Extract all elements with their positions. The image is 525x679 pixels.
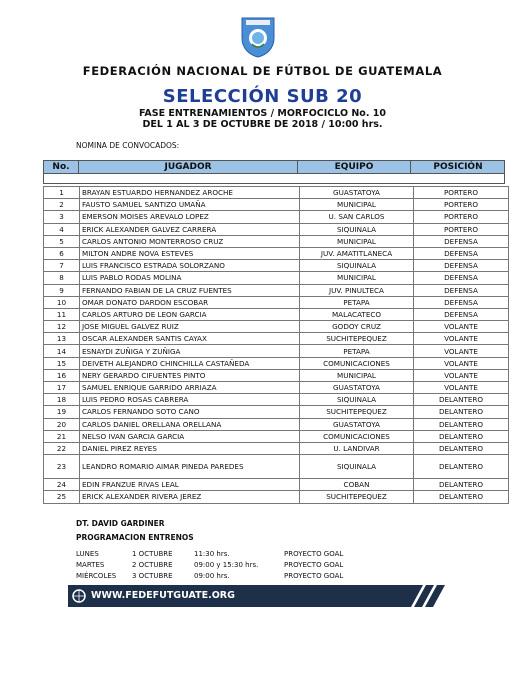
player-position: PORTERO: [414, 223, 509, 235]
row-number: 12: [44, 321, 80, 333]
page-title: SELECCIÓN SUB 20: [162, 86, 363, 107]
row-number: 16: [44, 369, 80, 381]
player-name: CARLOS FERNANDO SOTO CANO: [80, 406, 300, 418]
player-name: JOSE MIGUEL GALVEZ RUIZ: [80, 321, 300, 333]
player-position: PORTERO: [414, 211, 509, 223]
player-name: ERICK ALEXANDER GALVEZ CARRERA: [80, 223, 300, 235]
schedule-place: PROYECTO GOAL: [284, 550, 344, 558]
table-row: [44, 296, 509, 308]
player-team: MUNICIPAL: [300, 199, 414, 211]
table-row: [44, 308, 509, 320]
player-name: LEANDRO ROMARIO AIMAR PINEDA PAREDES: [80, 455, 300, 479]
player-team: SUCHITEPEQUEZ: [300, 333, 414, 345]
player-name: FERNANDO FABIAN DE LA CRUZ FUENTES: [80, 284, 300, 296]
player-team: GUASTATOYA: [300, 187, 414, 199]
table-row: [44, 272, 509, 284]
schedule-time: 09:00 hrs.: [194, 572, 230, 580]
row-number: 17: [44, 382, 80, 394]
player-team: COMUNICACIONES: [300, 357, 414, 369]
player-team: MUNICIPAL: [300, 235, 414, 247]
row-number: 19: [44, 406, 80, 418]
player-position: PORTERO: [414, 199, 509, 211]
header-no: No.: [44, 161, 79, 173]
footer-banner: [68, 585, 448, 607]
table-row: [44, 235, 509, 247]
player-name: OSCAR ALEXANDER SANTIS CAYAX: [80, 333, 300, 345]
player-name: EDIN FRANZUE RIVAS LEAL: [80, 479, 300, 491]
player-position: DELANTERO: [414, 479, 509, 491]
row-number: 2: [44, 199, 80, 211]
player-position: DEFENSA: [414, 235, 509, 247]
row-number: 7: [44, 260, 80, 272]
table-row: [44, 418, 509, 430]
player-name: NERY GERARDO CIFUENTES PINTO: [80, 369, 300, 381]
player-name: CARLOS DANIEL ORELLANA ORELLANA: [80, 418, 300, 430]
table-row: [44, 247, 509, 259]
table-spacer-row: [43, 174, 505, 184]
player-name: DEIVETH ALEJANDRO CHINCHILLA CASTAÑEDA: [80, 357, 300, 369]
table-row: [44, 479, 509, 491]
schedule-day: LUNES: [76, 550, 99, 558]
player-team: SIQUINALA: [300, 260, 414, 272]
player-name: BRAYAN ESTUARDO HERNANDEZ AROCHE: [80, 187, 300, 199]
player-team: SIQUINALA: [300, 223, 414, 235]
schedule-place: PROYECTO GOAL: [284, 561, 344, 569]
row-number: 20: [44, 418, 80, 430]
schedule-date: 1 OCTUBRE: [132, 550, 173, 558]
player-name: CARLOS ANTONIO MONTERROSO CRUZ: [80, 235, 300, 247]
row-number: 10: [44, 296, 80, 308]
header-equipo: EQUIPO: [298, 161, 411, 173]
player-name: SAMUEL ENRIQUE GARRIDO ARRIAZA: [80, 382, 300, 394]
player-team: COBAN: [300, 479, 414, 491]
player-position: DEFENSA: [414, 308, 509, 320]
player-name: CARLOS ARTURO DE LEON GARCIA: [80, 308, 300, 320]
player-position: DELANTERO: [414, 455, 509, 479]
table-row: [44, 223, 509, 235]
row-number: 23: [44, 455, 80, 479]
federation-name: FEDERACIÓN NACIONAL DE FÚTBOL DE GUATEMALA: [82, 64, 443, 78]
row-number: 18: [44, 394, 80, 406]
table-row: [44, 442, 509, 454]
player-name: DANIEL PIREZ REYES: [80, 442, 300, 454]
player-team: U. SAN CARLOS: [300, 211, 414, 223]
player-position: DELANTERO: [414, 406, 509, 418]
table-row: [44, 284, 509, 296]
player-team: JUV. PINULTECA: [300, 284, 414, 296]
table-row: [44, 406, 509, 418]
player-name: EMERSON MOISES AREVALO LOPEZ: [80, 211, 300, 223]
player-position: VOLANTE: [414, 333, 509, 345]
row-number: 13: [44, 333, 80, 345]
player-team: MUNICIPAL: [300, 369, 414, 381]
player-team: GODOY CRUZ: [300, 321, 414, 333]
player-team: SUCHITEPEQUEZ: [300, 491, 414, 503]
row-number: 24: [44, 479, 80, 491]
player-position: DEFENSA: [414, 247, 509, 259]
schedule-place: PROYECTO GOAL: [284, 572, 344, 580]
player-position: PORTERO: [414, 187, 509, 199]
schedule-time: 09:00 y 15:30 hrs.: [194, 561, 259, 569]
table-row: [44, 345, 509, 357]
header-jugador: JUGADOR: [79, 161, 298, 173]
player-position: DELANTERO: [414, 430, 509, 442]
player-team: GUASTATOYA: [300, 418, 414, 430]
table-row: [44, 260, 509, 272]
player-position: DEFENSA: [414, 272, 509, 284]
player-name: FAUSTO SAMUEL SANTIZO UMAÑA: [80, 199, 300, 211]
table-row: [44, 455, 509, 479]
row-number: 21: [44, 430, 80, 442]
row-number: 14: [44, 345, 80, 357]
player-position: DEFENSA: [414, 296, 509, 308]
table-header: [43, 160, 505, 174]
player-position: DELANTERO: [414, 491, 509, 503]
player-position: VOLANTE: [414, 382, 509, 394]
table-row: [44, 321, 509, 333]
player-position: VOLANTE: [414, 345, 509, 357]
player-name: OMAR DONATO DARDON ESCOBAR: [80, 296, 300, 308]
player-name: ERICK ALEXANDER RIVERA JEREZ: [80, 491, 300, 503]
table-row: [44, 394, 509, 406]
player-team: U. LANDIVAR: [300, 442, 414, 454]
row-number: 8: [44, 272, 80, 284]
player-position: DEFENSA: [414, 284, 509, 296]
schedule-date: 3 OCTUBRE: [132, 572, 173, 580]
row-number: 22: [44, 442, 80, 454]
table-row: [44, 369, 509, 381]
subtitle-phase: FASE ENTRENAMIENTOS / MORFOCICLO No. 10: [139, 108, 386, 119]
player-position: DELANTERO: [414, 394, 509, 406]
subtitle-dates: DEL 1 AL 3 DE OCTUBRE DE 2018 / 10:00 hrs.: [142, 119, 383, 130]
player-name: LUIS FRANCISCO ESTRADA SOLORZANO: [80, 260, 300, 272]
table-row: [44, 187, 509, 199]
player-name: ESNAYDI ZUÑIGA Y ZUÑIGA: [80, 345, 300, 357]
player-position: VOLANTE: [414, 369, 509, 381]
player-position: DEFENSA: [414, 260, 509, 272]
player-position: VOLANTE: [414, 321, 509, 333]
player-team: JUV. AMATITLANECA: [300, 247, 414, 259]
player-name: LUIS PEDRO ROSAS CABRERA: [80, 394, 300, 406]
schedule-date: 2 OCTUBRE: [132, 561, 173, 569]
players-table: [43, 186, 509, 504]
player-name: NELSO IVAN GARCIA GARCIA: [80, 430, 300, 442]
player-name: MILTON ANDRE NOVA ESTEVES: [80, 247, 300, 259]
player-name: LUIS PABLO RODAS MOLINA: [80, 272, 300, 284]
player-position: VOLANTE: [414, 357, 509, 369]
row-number: 1: [44, 187, 80, 199]
coach-name: DT. DAVID GARDINER: [76, 519, 165, 528]
schedule-time: 11:30 hrs.: [194, 550, 230, 558]
website-url[interactable]: WWW.FEDEFUTGUATE.ORG: [91, 590, 235, 601]
player-position: DELANTERO: [414, 442, 509, 454]
player-team: PETAPA: [300, 296, 414, 308]
table-row: [44, 211, 509, 223]
player-team: MALACATECO: [300, 308, 414, 320]
player-team: GUASTATOYA: [300, 382, 414, 394]
player-position: DELANTERO: [414, 418, 509, 430]
row-number: 6: [44, 247, 80, 259]
table-row: [44, 199, 509, 211]
row-number: 9: [44, 284, 80, 296]
row-number: 11: [44, 308, 80, 320]
row-number: 3: [44, 211, 80, 223]
table-row: [44, 357, 509, 369]
row-number: 25: [44, 491, 80, 503]
table-row: [44, 333, 509, 345]
table-row: [44, 430, 509, 442]
schedule-day: MARTES: [76, 561, 105, 569]
player-team: SIQUINALA: [300, 394, 414, 406]
player-team: SIQUINALA: [300, 455, 414, 479]
player-team: PETAPA: [300, 345, 414, 357]
table-row: [44, 491, 509, 503]
row-number: 15: [44, 357, 80, 369]
federation-crest-logo: [238, 16, 278, 58]
player-team: COMUNICACIONES: [300, 430, 414, 442]
nomina-label: NOMINA DE CONVOCADOS:: [76, 141, 180, 150]
table-row: [44, 382, 509, 394]
row-number: 5: [44, 235, 80, 247]
player-team: SUCHITEPEQUEZ: [300, 406, 414, 418]
row-number: 4: [44, 223, 80, 235]
schedule-title: PROGRAMACION ENTRENOS: [76, 533, 194, 542]
player-team: MUNICIPAL: [300, 272, 414, 284]
header-posicion: POSICIÓN: [433, 162, 483, 172]
schedule-day: MIÉRCOLES: [76, 572, 117, 580]
